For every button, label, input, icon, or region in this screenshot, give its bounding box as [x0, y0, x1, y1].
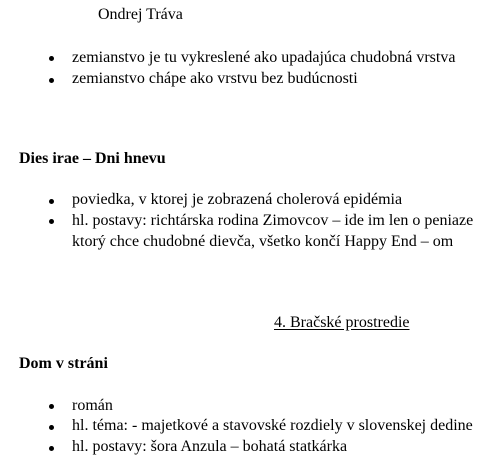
- section-title: 4. Bračské prostredie: [274, 314, 410, 331]
- list-item: zemianstvo je tu vykreslené ako upadajúca chudobná vrstva: [72, 49, 456, 66]
- bullet-icon: [49, 78, 54, 83]
- bullet-icon: [49, 219, 54, 224]
- heading-dies-irae: Dies irae – Dni hnevu: [19, 150, 166, 167]
- list-item: hl. téma: - majetkové a stavovské rozdiely v slovenskej dedine: [72, 417, 473, 434]
- list-item: zemianstvo chápe ako vrstvu bez budúcnosti: [72, 70, 358, 87]
- bullet-icon: [49, 425, 54, 430]
- heading-dom-v-strani: Dom v stráni: [19, 355, 108, 372]
- bullet-icon: [49, 56, 54, 61]
- bullet-icon: [49, 199, 54, 204]
- list-item: poviedka, v ktorej je zobrazená cholerová epidémia: [72, 191, 403, 208]
- list-item-continuation: ktorý chce chudobné dievča, všetko končí Happy End – om: [72, 233, 454, 250]
- bullet-icon: [49, 404, 54, 409]
- author-line: Ondrej Tráva: [98, 6, 183, 23]
- bullet-icon: [49, 446, 54, 451]
- list-item: hl. postavy: richtárska rodina Zimovcov – ide im len o peniaze: [72, 212, 474, 229]
- list-item: román: [72, 397, 113, 414]
- list-item: hl. postavy: šora Anzula – bohatá statkárka: [72, 438, 348, 455]
